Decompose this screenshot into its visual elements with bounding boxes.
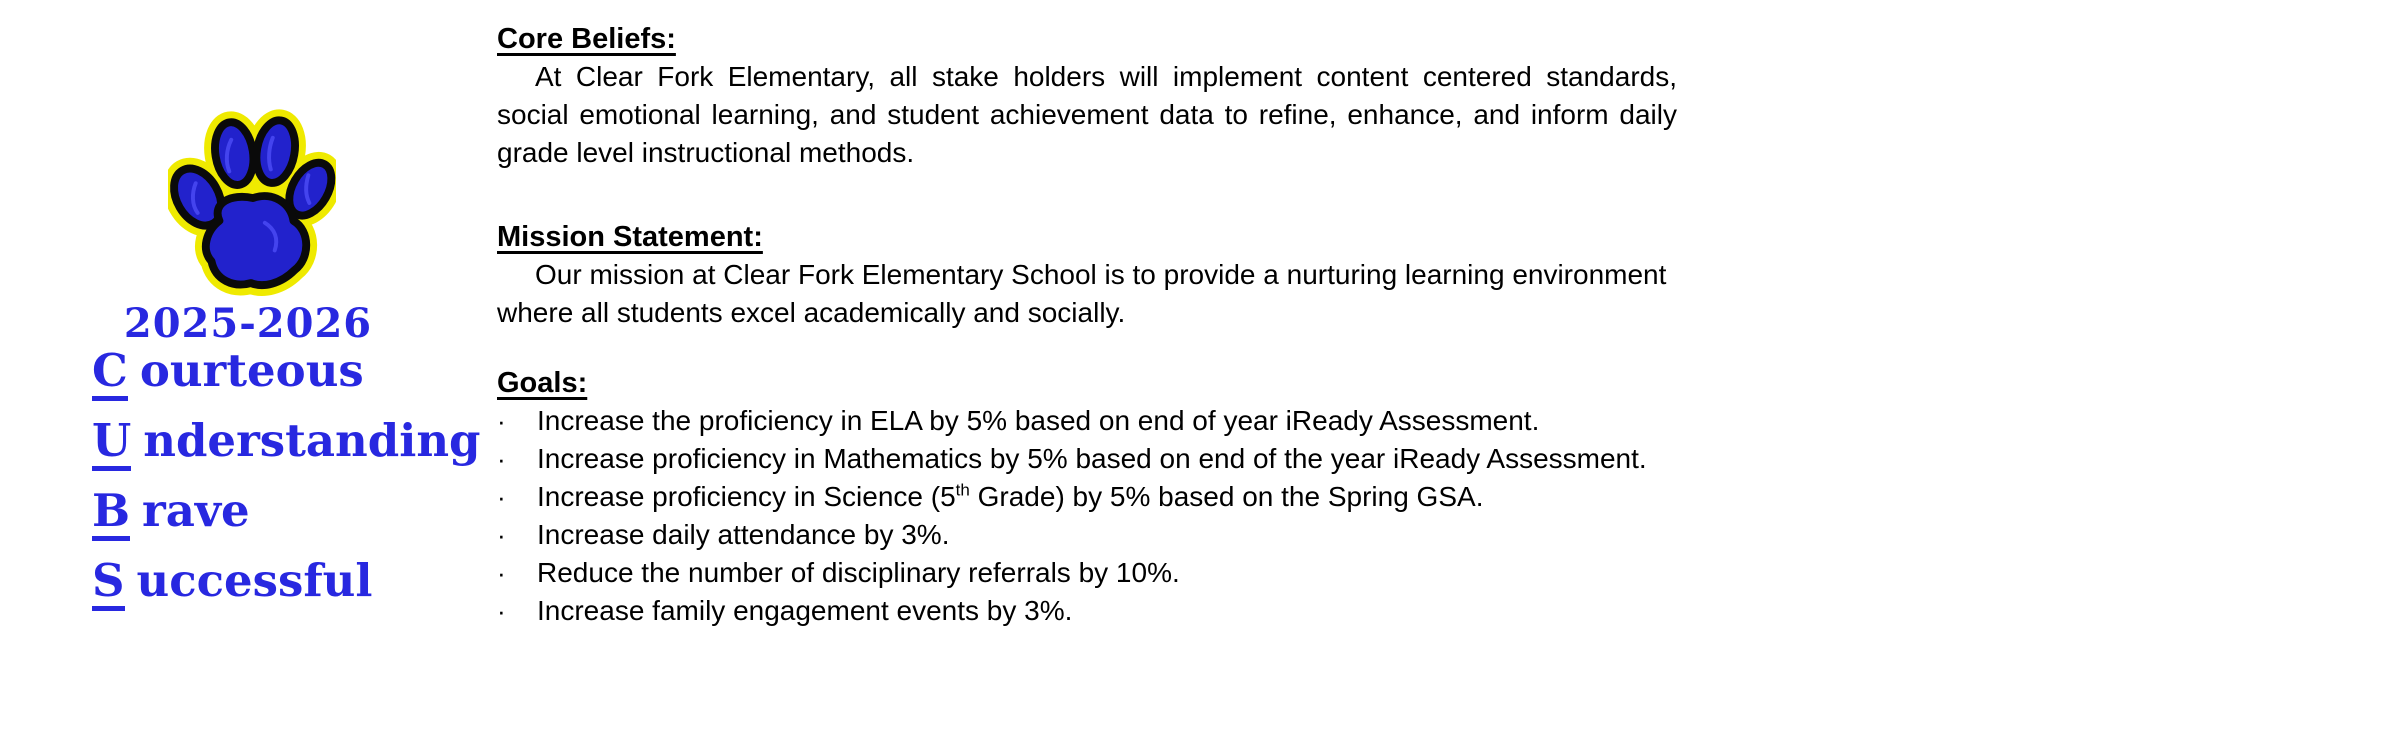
acronym-rest: uccessful: [136, 554, 373, 607]
goal-item-attendance: [497, 516, 1677, 554]
mission-statement-text: Our mission at Clear Fork Elementary School is to provide a nurturing learning environment where all students excel academically and socially.: [497, 259, 1667, 328]
goal-item-ela: [497, 402, 1677, 440]
acronym-line-understanding: [92, 414, 481, 471]
acronym-line-successful: [92, 554, 481, 611]
goal-item-math: [497, 440, 1677, 478]
goal-superscript: th: [955, 480, 970, 500]
acronym-line-courteous: [92, 344, 481, 401]
acronym-rest: ourteous: [139, 344, 364, 397]
goal-item-referrals: [497, 554, 1677, 592]
goals-heading: Goals:: [497, 367, 588, 399]
acronym-rest: nderstanding: [143, 414, 481, 467]
core-beliefs-heading: Core Beliefs:: [497, 23, 676, 55]
goal-item-family-engagement: [497, 592, 1677, 630]
school-year: 2025-2026: [123, 300, 373, 347]
acronym-letter: C: [92, 348, 128, 401]
cubs-acronym: [92, 344, 481, 628]
bullet-icon: ·: [497, 596, 506, 626]
acronym-letter: S: [92, 558, 125, 611]
goal-text: Reduce the number of disciplinary referrals by 10%.: [537, 557, 1180, 588]
mission-statement-heading: Mission Statement:: [497, 221, 763, 253]
acronym-line-brave: [92, 484, 481, 541]
core-beliefs-text: At Clear Fork Elementary, all stake holders will implement content centered standards, social emotional learning, and student achievement data to refine, enhance, and inform daily grade level instructional methods.: [497, 61, 1677, 168]
goal-item-science: [497, 478, 1677, 516]
acronym-letter: U: [92, 418, 131, 471]
paw-print-logo: [168, 108, 336, 298]
bullet-icon: ·: [497, 444, 506, 474]
bullet-icon: ·: [497, 558, 506, 588]
paw-print-icon: [168, 108, 336, 298]
goal-text: Grade) by 5% based on the Spring GSA.: [969, 481, 1484, 512]
goal-text: Increase the proficiency in ELA by 5% based on end of year iReady Assessment.: [537, 405, 1540, 436]
acronym-letter: B: [92, 488, 130, 541]
bullet-icon: ·: [497, 482, 506, 512]
bullet-icon: ·: [497, 520, 506, 550]
document-body: [497, 20, 1677, 630]
acronym-rest: rave: [142, 484, 250, 537]
goal-text: Increase proficiency in Science (5: [537, 481, 956, 512]
bullet-icon: ·: [497, 406, 506, 436]
goal-text: Increase family engagement events by 3%.: [537, 595, 1073, 626]
goal-text: Increase daily attendance by 3%.: [537, 519, 950, 550]
goal-text: Increase proficiency in Mathematics by 5% based on end of the year iReady Assessment.: [537, 443, 1647, 474]
